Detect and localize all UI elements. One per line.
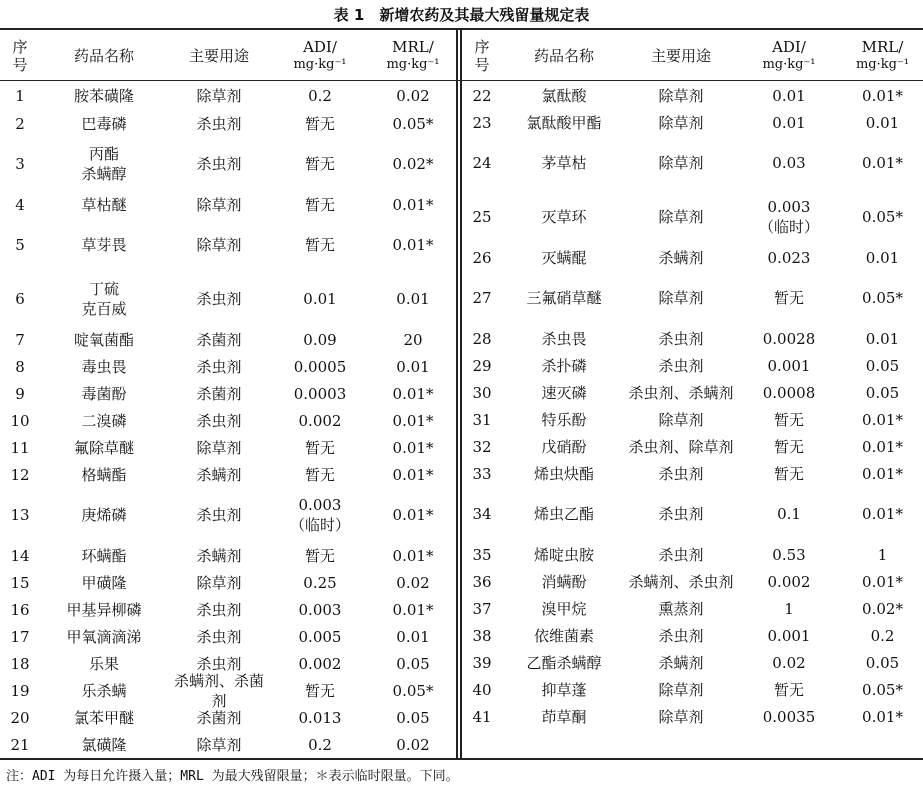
cell-no: 29: [472, 356, 492, 375]
cell-use: 除草剂: [658, 154, 704, 172]
table-row: [462, 352, 923, 379]
cell-use: 杀虫剂: [196, 155, 242, 173]
cell-mrl: 0.02: [396, 87, 430, 105]
cell-mrl: 0.01*: [392, 506, 434, 524]
cell-no: 38: [472, 626, 492, 645]
cell-use: 杀螨剂、杀菌剂: [173, 671, 264, 710]
cell-adi: 0.25: [303, 573, 337, 592]
cell-name: 氯苯甲醚: [73, 708, 134, 727]
cell-use: 杀菌剂: [196, 330, 242, 349]
cell-adi: 暂无: [773, 410, 804, 429]
cell-use: 除草剂: [196, 573, 242, 592]
table-row: [0, 623, 456, 650]
cell-use: 杀螨剂: [196, 465, 242, 484]
cell-name: 格螨酯: [81, 465, 127, 484]
cell-use: 除草剂: [196, 438, 242, 457]
cell-use: 杀虫剂: [196, 627, 242, 646]
cell-name: 甲基异柳磷: [66, 600, 142, 619]
cell-mrl: 0.01: [396, 627, 430, 646]
cell-use: 杀菌剂: [196, 708, 242, 727]
table-row: [0, 191, 456, 218]
table-row: [462, 703, 923, 730]
cell-use: 杀虫剂: [196, 411, 242, 430]
cell-mrl: 0.01*: [862, 707, 903, 726]
cell-adi: 0.0035: [762, 707, 816, 726]
cell-name: 烯啶虫胺: [533, 545, 594, 564]
table-row: [462, 676, 923, 703]
cell-mrl: 0.01*: [862, 410, 903, 429]
right-table-half: [462, 30, 923, 730]
cell-no: 30: [472, 383, 492, 402]
cell-name: 氯磺隆: [81, 735, 127, 754]
cell-use: 杀虫剂: [196, 654, 242, 673]
cell-name: 烯虫炔酯: [533, 464, 594, 483]
cell-name: 茅草枯: [541, 154, 587, 172]
cell-use: 杀虫剂: [658, 505, 704, 523]
cell-mrl: 1: [877, 545, 888, 564]
cell-mrl: 0.02: [396, 735, 430, 754]
cell-adi: 暂无: [304, 438, 335, 457]
cell-name: 乐果: [88, 654, 119, 673]
cell-no: 23: [472, 113, 492, 132]
cell-no: 9: [15, 384, 25, 403]
cell-no: 34: [472, 505, 492, 523]
cell-name: 溴甲烷: [541, 599, 587, 618]
cell-no: 19: [10, 681, 30, 700]
cell-use: 杀虫剂: [196, 600, 242, 619]
header-mrl: MRL/ mg·kg⁻¹: [386, 38, 440, 72]
cell-mrl: 0.01: [396, 357, 430, 376]
table-row: [462, 244, 923, 271]
cell-name: 巴毒磷: [81, 114, 127, 133]
cell-no: 37: [472, 599, 492, 618]
cell-no: 11: [10, 438, 30, 457]
table-row: [0, 731, 456, 758]
cell-mrl: 0.05*: [862, 680, 903, 699]
right-table-body: [462, 82, 923, 730]
cell-no: 13: [10, 506, 30, 524]
cell-no: 39: [472, 653, 492, 672]
cell-no: 12: [10, 465, 30, 484]
table-row: [0, 488, 456, 542]
table-row: [462, 433, 923, 460]
cell-mrl: 0.05*: [862, 208, 903, 226]
cell-use: 除草剂: [658, 707, 704, 726]
cell-use: 除草剂: [196, 195, 242, 214]
cell-no: 18: [10, 654, 30, 673]
table-row: [0, 82, 456, 110]
cell-adi: 0.001: [767, 626, 811, 645]
header-name: 药品名称: [73, 47, 134, 65]
cell-name: 茚草酮: [541, 707, 587, 726]
table-row: [0, 671, 456, 710]
cell-adi: 暂无: [773, 680, 804, 699]
cell-no: 3: [15, 155, 25, 173]
cell-adi: 0.001: [767, 356, 811, 375]
cell-name: 二溴磷: [81, 411, 127, 430]
cell-use: 杀螨剂: [658, 248, 704, 267]
table-header: [462, 30, 923, 82]
cell-name: 抑草蓬: [541, 680, 587, 699]
cell-adi: 0.002: [298, 654, 342, 673]
cell-name: 三氟硝草醚: [526, 289, 602, 307]
cell-use: 杀虫剂: [196, 114, 242, 133]
header-no: 序 号: [12, 38, 28, 74]
cell-name: 甲氧滴滴涕: [66, 627, 142, 646]
cell-adi: 暂无: [304, 546, 335, 565]
cell-no: 25: [472, 208, 492, 226]
table-row: [462, 622, 923, 649]
cell-use: 杀虫剂: [658, 626, 704, 645]
cell-mrl: 0.01: [865, 248, 900, 267]
cell-use: 除草剂: [196, 236, 242, 254]
cell-name: 胺苯磺隆: [73, 87, 134, 105]
table-title: 表 1 新增农药及其最大残留量规定表: [333, 6, 590, 24]
cell-name: 草芽畏: [81, 236, 127, 254]
cell-mrl: 0.01: [865, 329, 900, 348]
cell-mrl: 0.05: [865, 383, 900, 402]
cell-name: 毒菌酚: [81, 384, 127, 403]
cell-no: 17: [10, 627, 30, 646]
cell-no: 28: [472, 329, 492, 348]
cell-no: 32: [472, 437, 492, 456]
cell-no: 27: [472, 289, 492, 307]
column-divider: [456, 28, 458, 759]
table-row: [462, 595, 923, 622]
cell-use: 杀菌剂: [196, 384, 242, 403]
cell-use: 杀螨剂: [658, 653, 704, 672]
cell-use: 除草剂: [658, 113, 704, 132]
table-row: [0, 380, 456, 407]
cell-use: 杀虫剂: [658, 356, 704, 375]
cell-adi: 1: [784, 599, 794, 618]
table-row: [0, 110, 456, 137]
table-row: [0, 542, 456, 569]
table-row: [462, 487, 923, 541]
cell-mrl: 0.05: [865, 653, 900, 672]
cell-name: 消螨酚: [541, 572, 587, 591]
cell-name: 烯虫乙酯: [533, 505, 594, 523]
cell-use: 除草剂: [658, 86, 704, 105]
cell-no: 22: [472, 86, 492, 105]
cell-mrl: 0.05: [396, 708, 430, 727]
header-no: 序 号: [474, 38, 490, 74]
cell-no: 10: [10, 411, 30, 430]
cell-mrl: 0.01*: [392, 384, 434, 403]
cell-no: 1: [15, 87, 25, 105]
cell-use: 熏蒸剂: [658, 599, 704, 618]
cell-mrl: 0.01*: [392, 236, 434, 254]
table-row: [0, 137, 456, 191]
cell-mrl: 0.01*: [862, 572, 903, 591]
cell-use: 除草剂: [658, 410, 704, 429]
table-header: [0, 30, 456, 82]
cell-use: 除草剂: [658, 208, 704, 226]
table-row: [0, 353, 456, 380]
cell-name: 灭螨醌: [541, 248, 587, 267]
cell-name: 杀虫畏: [541, 329, 587, 348]
table-row: [0, 569, 456, 596]
cell-no: 24: [472, 154, 492, 172]
cell-mrl: 0.01*: [392, 438, 434, 457]
cell-adi: 0.0005: [293, 357, 347, 376]
cell-mrl: 0.05: [396, 654, 430, 673]
cell-use: 除草剂: [196, 735, 242, 754]
cell-no: 41: [472, 707, 492, 726]
cell-name: 特乐酚: [541, 410, 587, 429]
table-row: [462, 379, 923, 406]
table-row: [462, 406, 923, 433]
cell-mrl: 0.02: [396, 573, 430, 592]
cell-mrl: 0.01*: [392, 465, 434, 484]
cell-adi: 0.0003: [293, 384, 347, 403]
cell-adi: 0.013: [298, 708, 342, 727]
table-row: [0, 407, 456, 434]
cell-name: 速灭磷: [541, 383, 587, 402]
cell-mrl: 0.01*: [862, 464, 903, 483]
cell-mrl: 0.01*: [862, 154, 903, 172]
cell-name: 氟除草醚: [73, 438, 134, 457]
cell-mrl: 0.02*: [862, 599, 903, 618]
cell-adi: 暂无: [773, 437, 804, 456]
table-row: [462, 541, 923, 568]
cell-name: 草枯醚: [81, 195, 127, 214]
cell-adi: 0.02: [772, 653, 806, 672]
cell-mrl: 0.01*: [392, 195, 434, 214]
cell-adi: 0.003: [298, 600, 342, 619]
cell-adi: 0.09: [303, 330, 337, 349]
header-adi: ADI/ mg·kg⁻¹: [293, 38, 347, 72]
cell-use: 杀虫剂、杀螨剂: [628, 383, 734, 402]
cell-no: 5: [15, 236, 25, 254]
cell-name: 氯酞酸甲酯: [526, 113, 602, 132]
cell-use: 杀螨剂: [196, 546, 242, 565]
table-row: [462, 109, 923, 136]
table-footnote: 注：ADI 为每日允许摄入量；MRL 为最大残留限量；＊表示临时限量。下同。: [6, 769, 459, 784]
header-name: 药品名称: [533, 47, 594, 65]
cell-mrl: 0.01*: [862, 437, 903, 456]
cell-mrl: 0.02*: [392, 155, 434, 173]
cell-adi: 暂无: [304, 155, 335, 173]
cell-adi: 0.01: [303, 290, 337, 308]
table-row: [0, 596, 456, 623]
header-use: 主要用途: [650, 47, 711, 65]
cell-adi: 0.01: [772, 86, 806, 105]
cell-no: 7: [15, 330, 25, 349]
cell-use: 除草剂: [196, 87, 242, 105]
cell-no: 20: [10, 708, 30, 727]
cell-adi: 0.0028: [762, 329, 816, 348]
cell-no: 6: [15, 290, 25, 308]
cell-adi: 0.005: [298, 627, 342, 646]
table-row: [0, 218, 456, 272]
cell-adi: 暂无: [304, 236, 335, 254]
table-row: [0, 704, 456, 731]
cell-no: 4: [15, 195, 25, 214]
cell-no: 33: [472, 464, 492, 483]
cell-adi: 暂无: [773, 289, 804, 307]
table-row: [462, 568, 923, 595]
cell-adi: 0.023: [767, 248, 811, 267]
cell-no: 2: [15, 114, 25, 133]
cell-adi: 0.1: [777, 505, 801, 523]
cell-mrl: 0.01*: [862, 86, 903, 105]
cell-mrl: 20: [403, 330, 423, 349]
cell-no: 26: [472, 248, 492, 267]
table-row: [462, 271, 923, 325]
table-row: [0, 326, 456, 353]
header-adi: ADI/ mg·kg⁻¹: [762, 38, 816, 72]
table-row: [462, 136, 923, 190]
cell-use: 杀螨剂、杀虫剂: [628, 572, 734, 591]
cell-no: 8: [15, 357, 25, 376]
cell-adi: 0.0008: [762, 383, 816, 402]
cell-name: 灭草环: [541, 208, 587, 226]
cell-no: 36: [472, 572, 492, 591]
cell-use: 除草剂: [658, 289, 704, 307]
cell-adi: 暂无: [773, 464, 804, 483]
table-row: [462, 649, 923, 676]
cell-mrl: 0.01*: [392, 600, 434, 619]
cell-mrl: 0.05*: [862, 289, 903, 307]
cell-use: 除草剂: [658, 680, 704, 699]
cell-name: 甲磺隆: [81, 573, 127, 592]
table-row: [0, 272, 456, 326]
table-row: [462, 325, 923, 352]
cell-adi: 0.002: [298, 411, 342, 430]
table-row: [0, 461, 456, 488]
cell-name: 乐杀螨: [81, 681, 127, 700]
cell-no: 16: [10, 600, 30, 619]
cell-no: 35: [472, 545, 492, 564]
cell-no: 21: [10, 735, 30, 754]
cell-name: 丙酯 杀螨醇: [81, 145, 127, 183]
header-use: 主要用途: [188, 47, 249, 65]
cell-adi: 暂无: [304, 195, 335, 214]
cell-mrl: 0.05: [865, 356, 900, 375]
cell-use: 杀虫剂: [658, 329, 704, 348]
table-row: [462, 460, 923, 487]
cell-adi: 0.2: [308, 87, 332, 105]
cell-no: 31: [472, 410, 492, 429]
cell-name: 依维菌素: [533, 626, 594, 645]
cell-name: 杀扑磷: [541, 356, 587, 375]
cell-name: 啶氧菌酯: [73, 330, 134, 349]
table-row: [0, 434, 456, 461]
cell-name: 环螨酯: [81, 546, 127, 565]
cell-adi: 暂无: [304, 465, 335, 484]
cell-adi: 0.002: [767, 572, 811, 591]
cell-name: 戊硝酚: [541, 437, 587, 456]
cell-mrl: 0.01*: [862, 505, 903, 523]
table-row: [462, 190, 923, 244]
cell-name: 丁硫 克百威: [81, 280, 127, 318]
cell-mrl: 0.2: [870, 626, 895, 645]
cell-use: 杀虫剂: [196, 506, 242, 524]
cell-mrl: 0.01: [865, 113, 900, 132]
cell-mrl: 0.05*: [392, 114, 434, 133]
cell-adi: 0.53: [772, 545, 806, 564]
cell-adi: 0.003 （临时）: [289, 496, 350, 534]
cell-adi: 0.2: [308, 735, 332, 754]
cell-adi: 暂无: [304, 114, 335, 133]
cell-use: 杀虫剂: [658, 545, 704, 564]
cell-mrl: 0.05*: [392, 681, 434, 700]
cell-mrl: 0.01: [396, 290, 430, 308]
cell-adi: 暂无: [304, 681, 335, 700]
cell-use: 杀虫剂: [658, 464, 704, 483]
cell-name: 氯酞酸: [541, 86, 587, 105]
cell-adi: 0.01: [772, 113, 806, 132]
cell-use: 杀虫剂、除草剂: [628, 437, 734, 456]
cell-mrl: 0.01*: [392, 411, 434, 430]
cell-no: 15: [10, 573, 30, 592]
cell-adi: 0.003 （临时）: [758, 198, 819, 236]
header-mrl: MRL/ mg·kg⁻¹: [855, 38, 910, 72]
cell-adi: 0.03: [772, 154, 806, 172]
cell-no: 40: [472, 680, 492, 699]
table-row: [462, 82, 923, 109]
left-table-body: [0, 82, 456, 758]
cell-use: 杀虫剂: [196, 290, 242, 308]
cell-mrl: 0.01*: [392, 546, 434, 565]
cell-no: 14: [10, 546, 30, 565]
cell-use: 杀虫剂: [196, 357, 242, 376]
cell-name: 庚烯磷: [81, 506, 127, 524]
left-table-half: [0, 30, 456, 758]
cell-name: 乙酯杀螨醇: [526, 653, 602, 672]
cell-name: 毒虫畏: [81, 357, 127, 376]
